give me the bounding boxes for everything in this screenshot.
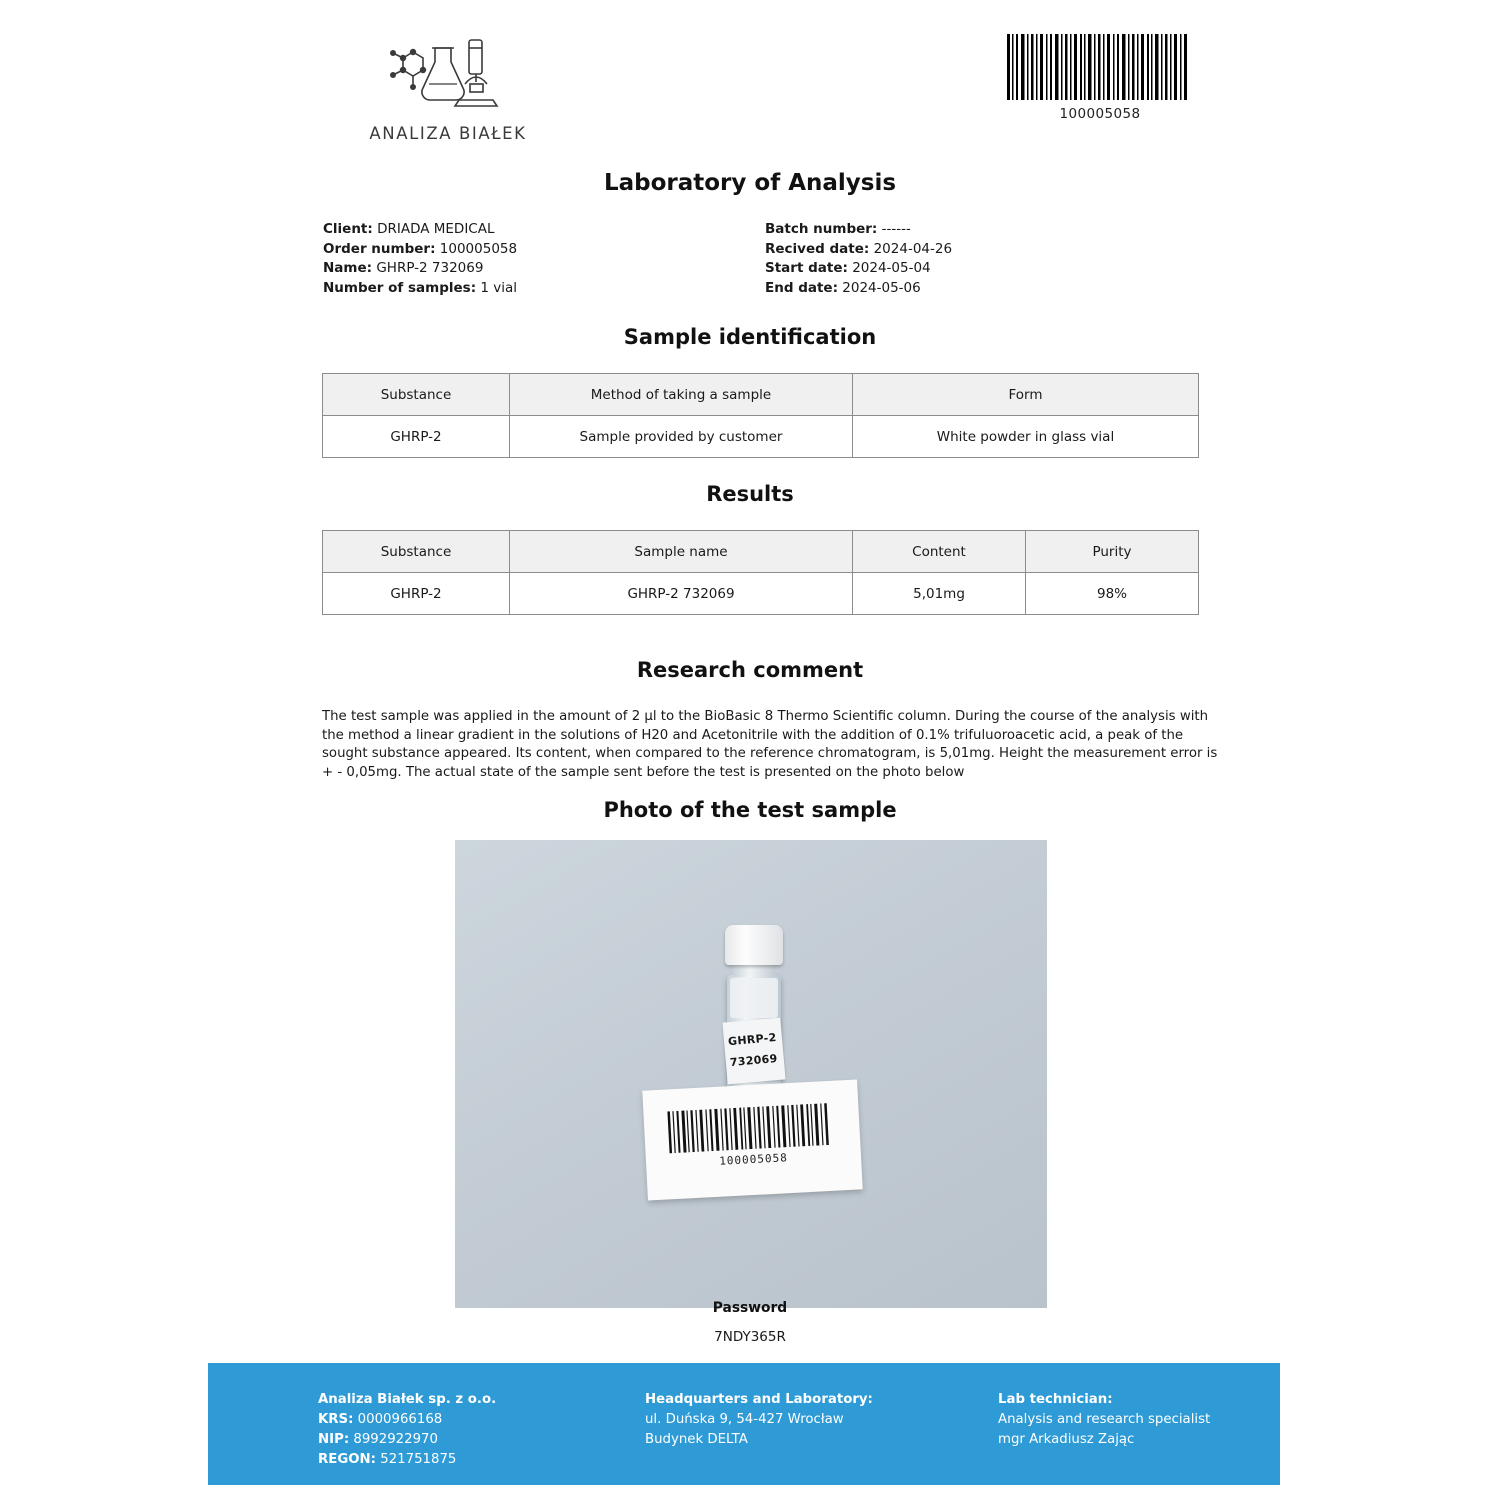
footer-company-info (318, 1390, 496, 1470)
meta-recived-date-value: 2024-04-26 (873, 240, 953, 257)
vial-cap (725, 925, 783, 965)
footer-lab-technician (998, 1390, 1210, 1450)
footer-tech-line2: mgr Arkadiusz Zając (998, 1432, 1135, 1447)
meta-end-date (765, 279, 952, 299)
meta-order-number-label: Order number: (323, 240, 436, 257)
paper-barcode-number: 100005058 (718, 1151, 789, 1168)
column-header-method: Method of taking a sample (510, 374, 853, 416)
metadata-column-right (765, 220, 952, 298)
meta-number-of-samples-label: Number of samples: (323, 279, 477, 296)
company-logo (318, 28, 578, 143)
page-title: Laboratory of Analysis (603, 170, 897, 196)
sample-identification-table (322, 373, 1199, 458)
vial-powder (730, 978, 778, 1018)
meta-name-value: GHRP-2 732069 (376, 260, 484, 276)
document-footer (208, 1363, 1280, 1485)
footer-tech-line1: Analysis and research specialist (998, 1412, 1211, 1427)
glass-vial (723, 925, 785, 1100)
footer-hq-line2: Budynek DELTA (645, 1432, 748, 1447)
cell-substance: GHRP-2 (323, 573, 510, 615)
footer-nip-label: NIP: (318, 1432, 350, 1447)
meta-batch-number-value: ------ (881, 221, 911, 237)
meta-batch-number-label: Batch number: (765, 221, 878, 237)
meta-order-number-value: 100005058 (439, 240, 518, 257)
vial-label-line2: 732069 (729, 1052, 779, 1070)
meta-start-date (765, 259, 952, 279)
meta-recived-date-label: Recived date: (765, 240, 870, 257)
password-value: 7NDY365R (714, 1329, 786, 1345)
results-title: Results (706, 482, 794, 506)
vial-neck (733, 963, 775, 977)
photo-section-title: Photo of the test sample (603, 798, 897, 822)
meta-start-date-label: Start date: (765, 260, 848, 276)
footer-krs-label: KRS: (318, 1412, 354, 1427)
meta-number-of-samples-value: 1 vial (480, 279, 518, 296)
column-header-form: Form (853, 374, 1199, 416)
table-header-row (323, 374, 1199, 416)
password-label: Password (712, 1300, 788, 1316)
order-barcode (1005, 34, 1195, 122)
meta-client-label: Client: (323, 221, 373, 237)
meta-order-number (323, 240, 517, 260)
cell-sample-name: GHRP-2 732069 (510, 573, 853, 615)
research-comment-text: The test sample was applied in the amount of 2 µl to the BioBasic 8 Thermo Scientific column. During the course of the analysis with the method a linear gradient in the solutions of H20 and Acetonitrile with the addition of 0.1% trifuluoroacetic acid, a peak of the sought substance appeared. Its content, when compared to the reference chromatogram, is 5,01mg. Height the measurement error is + - 0,05mg. The actual state of the sample sent before the test is presented on the photo below (322, 709, 1218, 780)
table-header-row (323, 531, 1199, 573)
vial-label-line1: GHRP-2 (727, 1031, 778, 1049)
column-header-content: Content (853, 531, 1026, 573)
footer-hq-title: Headquarters and Laboratory: (645, 1392, 873, 1407)
footer-nip-value: 8992922970 (353, 1432, 438, 1447)
paper-barcode-icon (665, 1103, 835, 1154)
column-header-substance: Substance (323, 531, 510, 573)
cell-form: White powder in glass vial (853, 416, 1199, 458)
meta-client (323, 220, 517, 240)
meta-recived-date (765, 240, 952, 260)
meta-end-date-label: End date: (765, 279, 838, 296)
column-header-sample-name: Sample name (510, 531, 853, 573)
meta-client-value: DRIADA MEDICAL (377, 221, 495, 237)
sample-photo (455, 840, 1047, 1308)
column-header-substance: Substance (323, 374, 510, 416)
cell-purity: 98% (1026, 573, 1199, 615)
research-comment-title: Research comment (636, 658, 864, 682)
footer-tech-title: Lab technician: (998, 1392, 1113, 1407)
cell-substance: GHRP-2 (323, 416, 510, 458)
meta-number-of-samples (323, 279, 517, 299)
sample-identification-title: Sample identification (623, 325, 877, 349)
column-header-purity: Purity (1026, 531, 1199, 573)
vial-label (722, 1018, 785, 1085)
table-row (323, 416, 1199, 458)
meta-batch-number (765, 220, 952, 240)
barcode-icon (1005, 34, 1191, 100)
barcode-paper-slip (642, 1079, 862, 1200)
footer-krs-value: 0000966168 (357, 1412, 443, 1427)
document-header (0, 20, 1500, 150)
meta-start-date-value: 2024-05-04 (852, 260, 931, 276)
footer-regon-value: 521751875 (380, 1452, 457, 1467)
meta-end-date-value: 2024-05-06 (842, 279, 921, 296)
table-row (323, 573, 1199, 615)
footer-headquarters (645, 1390, 873, 1450)
company-logo-text: ANALIZA BIAŁEK (369, 124, 527, 143)
metadata-column-left (323, 220, 517, 298)
meta-name (323, 259, 517, 279)
footer-hq-line1: ul. Duńska 9, 54-427 Wrocław (645, 1412, 844, 1427)
footer-company-name: Analiza Białek sp. z o.o. (318, 1392, 497, 1407)
barcode-number: 100005058 (1059, 106, 1141, 122)
footer-regon-label: REGON: (318, 1452, 376, 1467)
meta-name-label: Name: (323, 260, 373, 276)
lab-flask-microscope-icon (373, 28, 523, 120)
results-table (322, 530, 1199, 615)
cell-method: Sample provided by customer (510, 416, 853, 458)
cell-content: 5,01mg (853, 573, 1026, 615)
